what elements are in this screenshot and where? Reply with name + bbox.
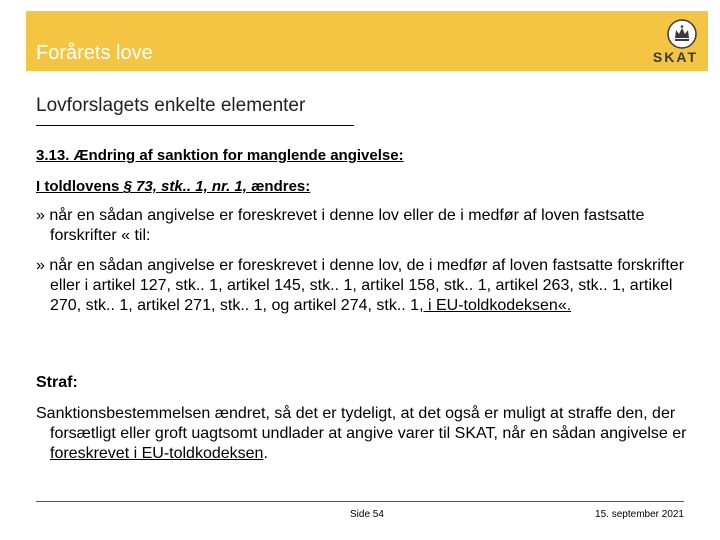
amendment-instruction	[36, 178, 310, 195]
sanction-end: .	[263, 445, 268, 462]
new-wording-main: » når en sådan angivelse er foreskrevet i denne lov, de i medfør af loven fastsatte forskrifter eller i artikel 127, stk.. 1, artikel 145, stk.. 1, artikel 158, stk.. 1, artikel 263, stk.. 1, artikel 270, stk.. 1, artikel 271, stk.. 1, og artikel 274, stk.. 1	[36, 257, 685, 314]
slide-subtitle: Lovforslagets enkelte elementer	[36, 95, 306, 116]
sanction-underlined: foreskrevet i EU-toldkodeksen	[50, 445, 264, 462]
instruction-reference: § 73, stk.. 1, nr. 1,	[123, 178, 247, 195]
section-heading: 3.13. Ændring af sanktion for manglende angivelse:	[36, 147, 404, 164]
old-wording-paragraph: » når en sådan angivelse er foreskrevet i denne lov eller de i medfør af loven fastsatte forskrifter « til:	[36, 207, 645, 244]
footer-date: 15. september 2021	[595, 509, 684, 520]
new-wording-underlined: , i EU-toldkodeksen	[419, 297, 558, 314]
sanction-paragraph	[36, 404, 700, 464]
crown-icon	[667, 19, 697, 49]
straf-label: Straf:	[36, 374, 78, 391]
logo-wordmark: SKAT	[652, 49, 698, 65]
footer-page-number: Side 54	[350, 509, 384, 520]
subtitle-divider	[36, 125, 354, 126]
sanction-main: Sanktionsbestemmelsen ændret, så det er tydeligt, at det også er muligt at straffe den, der forsætligt eller groft uagtsomt undlader at angive varer til SKAT, når en sådan angivelse er	[36, 405, 687, 442]
header-title: Forårets love	[36, 42, 153, 64]
header-banner	[26, 11, 708, 71]
skat-logo	[616, 19, 698, 67]
footer-divider	[36, 501, 684, 502]
instruction-prefix: I toldlovens	[36, 178, 124, 195]
instruction-suffix: ændres:	[246, 178, 311, 195]
new-wording-paragraph	[36, 256, 700, 316]
new-wording-end: «.	[557, 297, 572, 314]
